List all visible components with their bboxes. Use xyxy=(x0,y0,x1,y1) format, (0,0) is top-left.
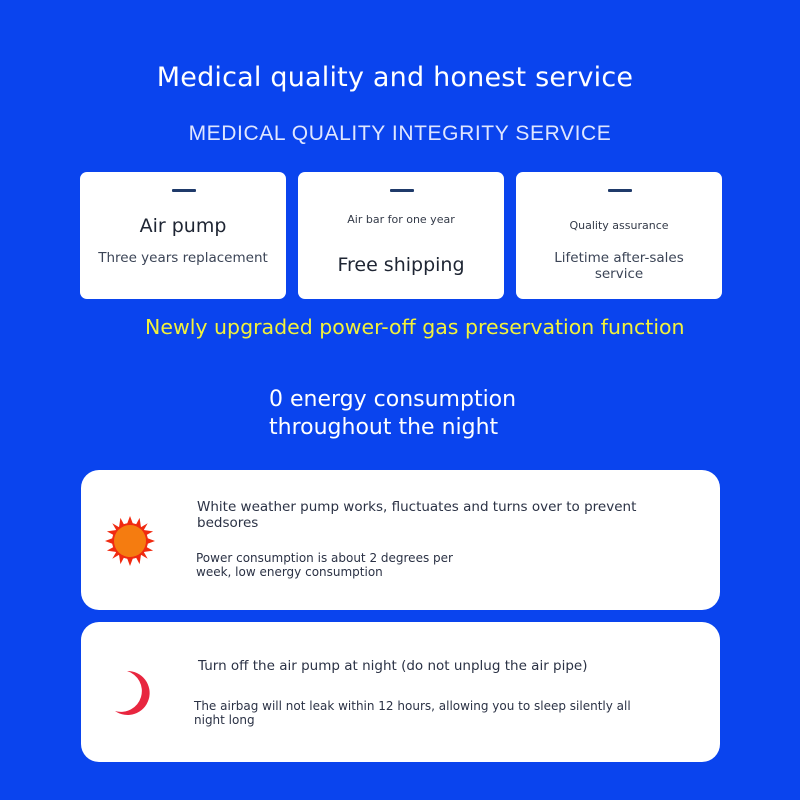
energy-line-1: 0 energy consumption xyxy=(269,387,517,412)
feature-detail: Power consumption is about 2 degrees per week, low energy consumption xyxy=(196,551,453,579)
feature-detail: The airbag will not leak within 12 hours, allowing you to sleep silently all night long xyxy=(194,699,631,727)
feature-card-daytime xyxy=(81,470,720,610)
card-dash-divider xyxy=(390,189,414,192)
card-heading: Quality assurance xyxy=(569,219,669,232)
feature-title: Turn off the air pump at night (do not unplug the air pipe) xyxy=(198,658,588,674)
page-subtitle: MEDICAL QUALITY INTEGRITY SERVICE xyxy=(188,122,612,145)
card-detail: Free shipping xyxy=(337,254,465,276)
moon-icon xyxy=(111,669,151,721)
page-title: Medical quality and honest service xyxy=(156,62,634,93)
service-card-air-bar xyxy=(298,172,504,299)
card-heading: Air bar for one year xyxy=(347,213,455,226)
card-dash-divider xyxy=(608,189,632,192)
energy-statement xyxy=(269,386,599,442)
upgrade-highlight: Newly upgraded power-off gas preservation function xyxy=(145,315,685,339)
service-card-quality xyxy=(516,172,722,299)
card-detail: Lifetime after-sales service xyxy=(554,250,684,282)
service-card-air-pump xyxy=(80,172,286,299)
card-detail: Three years replacement xyxy=(98,250,268,266)
feature-title: White weather pump works, fluctuates and turns over to prevent bedsores xyxy=(197,499,637,531)
card-heading: Air pump xyxy=(139,215,227,237)
feature-card-night xyxy=(81,622,720,762)
card-dash-divider xyxy=(172,189,196,192)
energy-line-2: throughout the night xyxy=(269,415,499,440)
sun-icon xyxy=(105,516,155,570)
